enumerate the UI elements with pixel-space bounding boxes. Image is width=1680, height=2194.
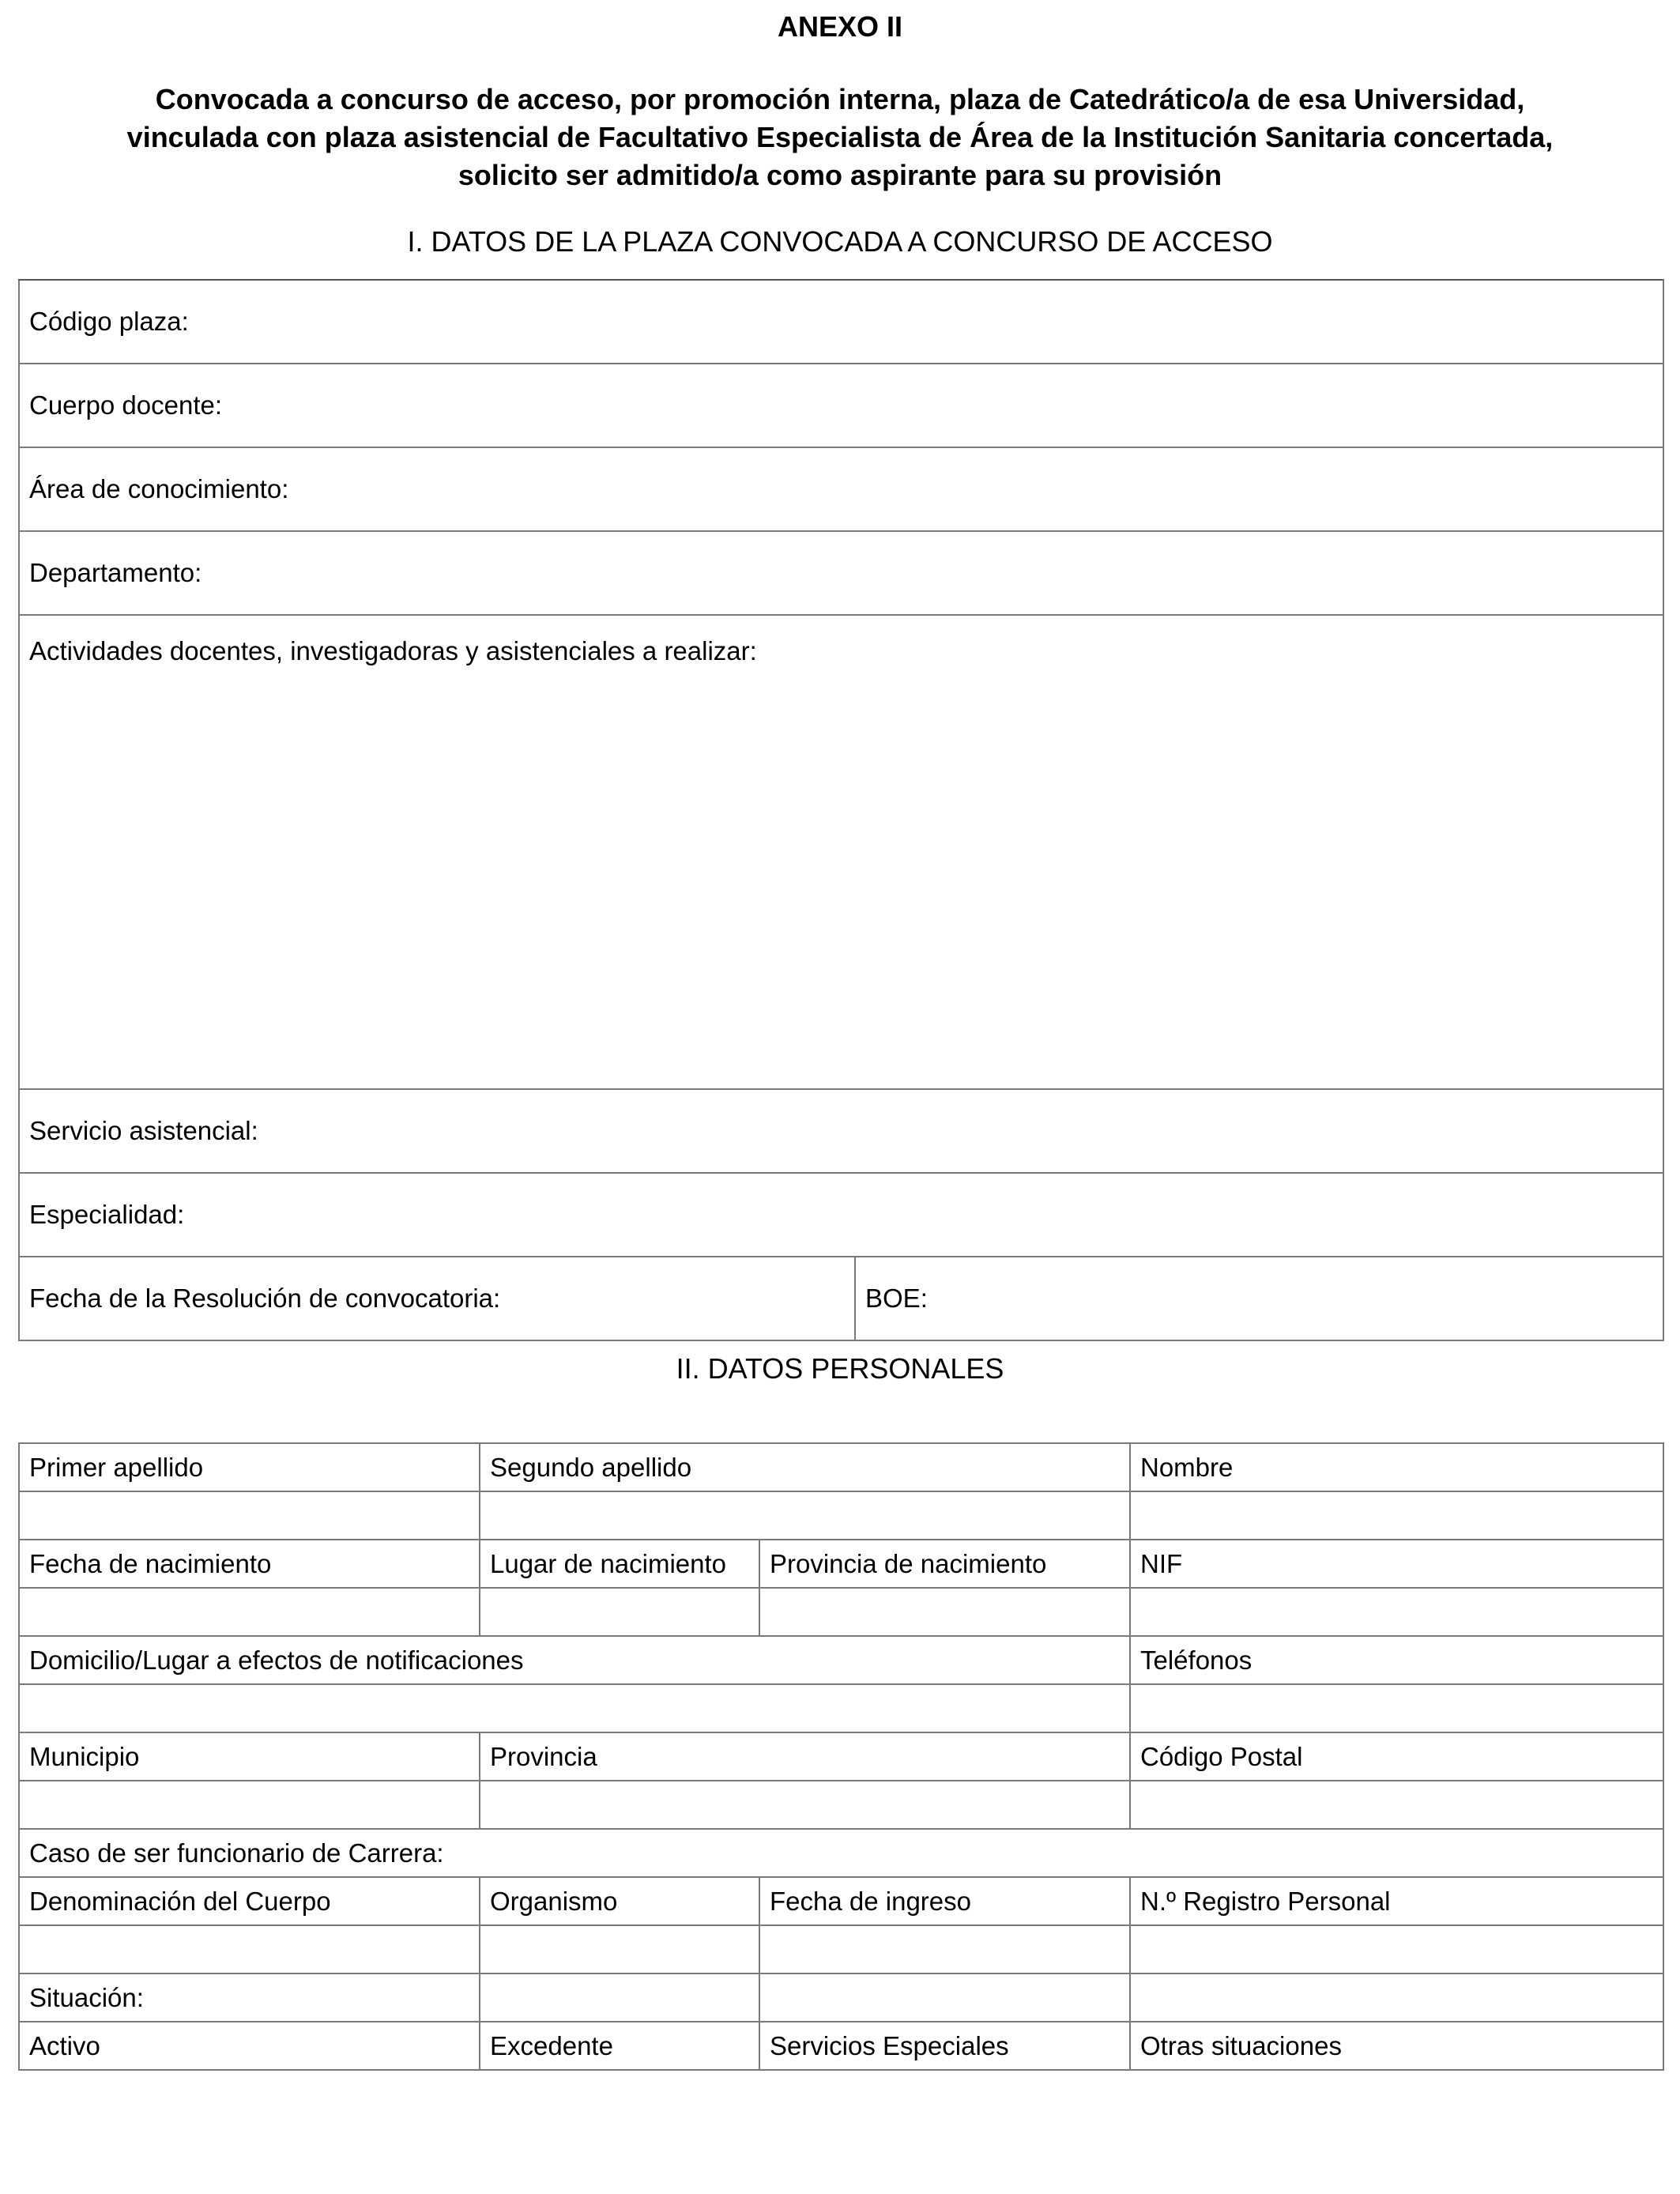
input-lugar-nacimiento[interactable]: [480, 1588, 759, 1636]
field-fecha-resolucion[interactable]: Fecha de la Resolución de convocatoria:: [19, 1257, 855, 1340]
label-codigo-postal: Código Postal: [1130, 1732, 1663, 1781]
label-lugar-nacimiento: Lugar de nacimiento: [480, 1540, 759, 1588]
section-title-personal: II. DATOS PERSONALES: [676, 1352, 1004, 1385]
label-fecha-ingreso: Fecha de ingreso: [759, 1877, 1130, 1925]
input-codigo-postal[interactable]: [1130, 1781, 1663, 1829]
field-servicio-asistencial[interactable]: Servicio asistencial:: [19, 1089, 1663, 1173]
field-departamento[interactable]: Departamento:: [19, 531, 1663, 615]
input-fecha-nacimiento[interactable]: [19, 1588, 480, 1636]
intro-line: solicito ser admitido/a como aspirante para su provisión: [458, 159, 1222, 191]
label-caso-funcionario: Caso de ser funcionario de Carrera:: [19, 1829, 1663, 1877]
input-provincia[interactable]: [480, 1781, 1130, 1829]
label-municipio: Municipio: [19, 1732, 480, 1781]
label-nif: NIF: [1130, 1540, 1663, 1588]
intro-line: vinculada con plaza asistencial de Facultativo Especialista de Área de la Institución Sanitaria concertada,: [126, 121, 1554, 153]
intro-line: Convocada a concurso de acceso, por promoción interna, plaza de Catedrático/a de esa Universidad,: [155, 83, 1525, 115]
label-denominacion-cuerpo: Denominación del Cuerpo: [19, 1877, 480, 1925]
input-provincia-nacimiento[interactable]: [759, 1588, 1130, 1636]
label-segundo-apellido: Segundo apellido: [480, 1443, 1130, 1491]
input-municipio[interactable]: [19, 1781, 480, 1829]
checkbox-cell-excedente[interactable]: [480, 1973, 759, 2022]
label-organismo: Organismo: [480, 1877, 759, 1925]
input-segundo-apellido[interactable]: [480, 1491, 1130, 1540]
input-primer-apellido[interactable]: [19, 1491, 480, 1540]
label-provincia: Provincia: [480, 1732, 1130, 1781]
input-nombre[interactable]: [1130, 1491, 1663, 1540]
field-especialidad[interactable]: Especialidad:: [19, 1173, 1663, 1257]
checkbox-cell-otras-situaciones[interactable]: [1130, 1973, 1663, 2022]
option-activo[interactable]: Activo: [19, 2022, 480, 2070]
label-fecha-nacimiento: Fecha de nacimiento: [19, 1540, 480, 1588]
field-boe[interactable]: BOE:: [855, 1257, 1663, 1340]
input-registro-personal[interactable]: [1130, 1925, 1663, 1973]
field-codigo-plaza[interactable]: Código plaza:: [19, 280, 1663, 364]
label-domicilio: Domicilio/Lugar a efectos de notificaciones: [19, 1636, 1130, 1684]
field-cuerpo-docente[interactable]: Cuerpo docente:: [19, 364, 1663, 447]
label-nombre: Nombre: [1130, 1443, 1663, 1491]
label-provincia-nacimiento: Provincia de nacimiento: [759, 1540, 1130, 1588]
section-title-plaza: I. DATOS DE LA PLAZA CONVOCADA A CONCURSO DE ACCESO: [407, 225, 1273, 258]
option-servicios-especiales[interactable]: Servicios Especiales: [759, 2022, 1130, 2070]
label-registro-personal: N.º Registro Personal: [1130, 1877, 1663, 1925]
field-actividades[interactable]: Actividades docentes, investigadoras y asistenciales a realizar:: [19, 615, 1663, 1089]
option-otras-situaciones[interactable]: Otras situaciones: [1130, 2022, 1663, 2070]
label-primer-apellido: Primer apellido: [19, 1443, 480, 1491]
input-telefonos[interactable]: [1130, 1684, 1663, 1732]
input-nif[interactable]: [1130, 1588, 1663, 1636]
input-organismo[interactable]: [480, 1925, 759, 1973]
input-denominacion-cuerpo[interactable]: [19, 1925, 480, 1973]
input-domicilio[interactable]: [19, 1684, 1130, 1732]
input-fecha-ingreso[interactable]: [759, 1925, 1130, 1973]
annex-title: ANEXO II: [777, 10, 903, 43]
personal-data-table: [18, 1442, 1664, 2071]
intro-statement: [0, 81, 1680, 194]
field-area-conocimiento[interactable]: Área de conocimiento:: [19, 447, 1663, 531]
checkbox-cell-servicios-especiales[interactable]: [759, 1973, 1130, 2022]
plaza-data-table: [18, 279, 1664, 1341]
option-excedente[interactable]: Excedente: [480, 2022, 759, 2070]
label-telefonos: Teléfonos: [1130, 1636, 1663, 1684]
label-situacion: Situación:: [19, 1973, 480, 2022]
